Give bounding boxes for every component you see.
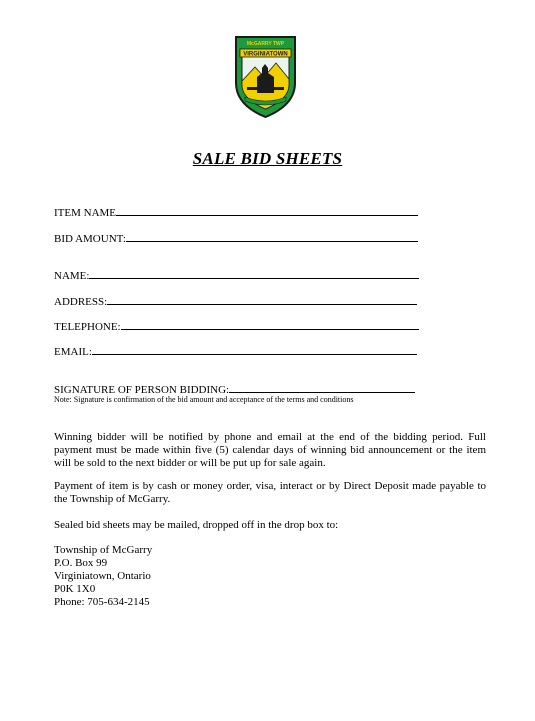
payment-paragraph: Payment of item is by cash or money order, visa, interact or by Direct Deposit made payable to the Township of McGarry. bbox=[54, 480, 486, 505]
item-name-line bbox=[116, 206, 418, 216]
mailing-address-block bbox=[54, 544, 152, 609]
crest-arc-text: McGARRY TWP bbox=[246, 41, 285, 47]
address-line-1: Township of McGarry bbox=[54, 544, 153, 556]
mailing-paragraph: Sealed bid sheets may be mailed, dropped off in the drop box to: bbox=[54, 519, 339, 531]
telephone-field bbox=[54, 320, 419, 333]
address-label: ADDRESS: bbox=[54, 296, 108, 308]
bid-amount-line bbox=[126, 232, 418, 242]
crest-banner-text: VIRGINIATOWN bbox=[243, 51, 288, 58]
name-label: NAME: bbox=[54, 270, 90, 282]
document-title: SALE BID SHEETS bbox=[192, 149, 343, 168]
item-name-field bbox=[54, 206, 418, 219]
signature-line bbox=[229, 383, 415, 393]
telephone-label: TELEPHONE: bbox=[54, 321, 121, 333]
address-line-2: P.O. Box 99 bbox=[54, 557, 108, 569]
signature-label: SIGNATURE OF PERSON BIDDING: bbox=[54, 384, 230, 396]
address-phone: Phone: 705-634-2145 bbox=[54, 596, 150, 608]
name-line bbox=[89, 269, 419, 279]
signature-note: Note: Signature is confirmation of the bid amount and acceptance of the terms and conditions bbox=[54, 395, 354, 404]
address-field bbox=[54, 295, 417, 308]
bid-amount-field bbox=[54, 232, 418, 245]
address-line-4: P0K 1X0 bbox=[54, 583, 96, 595]
bid-amount-label: BID AMOUNT: bbox=[54, 233, 126, 245]
name-field bbox=[54, 269, 419, 282]
address-line-3: Virginiatown, Ontario bbox=[54, 570, 151, 582]
email-label: EMAIL: bbox=[54, 346, 92, 358]
item-name-label: ITEM NAME bbox=[54, 207, 117, 219]
address-line bbox=[107, 295, 417, 305]
email-line bbox=[92, 345, 417, 355]
email-field bbox=[54, 345, 417, 358]
telephone-line bbox=[121, 320, 419, 330]
winning-bidder-paragraph: Winning bidder will be notified by phone and email at the end of the bidding period. Full payment must be made within five (5) calendar days of winning bid announcement or the item will be sold to the next bidder or will be put up for sale again. bbox=[54, 431, 486, 469]
township-crest-logo bbox=[233, 33, 298, 119]
